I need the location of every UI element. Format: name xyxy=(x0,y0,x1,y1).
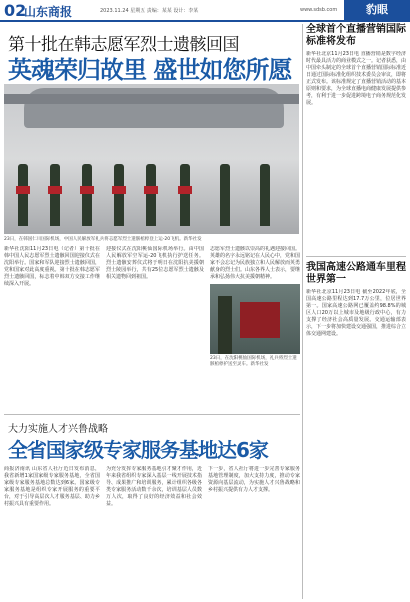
story2-body-col1: 商报济南讯 山东省人社厅近日发布消息，我省新增1家国家级专家服务基地，全省国家级专家服务基地总数达到6家。国家级专家服务基地是组织专家开展服务的重要平台，对于引导高层次人才服务基层、助力乡村振兴具有重要作用。 xyxy=(4,466,100,507)
lead-body-col1: 新华社沈阳11月23日电（记者）第十批在韩中国人民志愿军烈士遗骸回国迎接仪式在沈阳举行。国家和军队迎接烈士遗骸回国，党和国家对此高度重视。第十批在韩志愿军烈士遗骸回国，标志着中韩双方交接工作继续深入开展。 xyxy=(4,246,100,287)
paper-name: 山东商报 xyxy=(24,5,73,19)
honor-guard-figure xyxy=(218,296,232,354)
right-story1-title: 全球首个直播营销国际标准将发布 xyxy=(306,24,406,47)
right-story2-text: 新华社北京11月23日电 截至2022年底，全国高速公路里程达到17.7万公里，位居世界第一。国家高速公路网已覆盖约98.8%的城区人口20万以上城市及地级行政中心，有力支撑了经济社会高质量发展。交通运输部表示，下一步将加快建设交通强国，推进综合立体交通网建设。 xyxy=(306,289,406,337)
lead-photo-caption: 23日，在韩国仁川国际机场，中国人民解放军礼兵将志愿军烈士遗骸棺椁登上运-20飞机。新华社发 xyxy=(4,237,202,242)
column-divider xyxy=(302,24,303,599)
aircraft-wing-shape xyxy=(4,94,299,104)
coffin-shape xyxy=(144,186,158,194)
flag-shape xyxy=(240,302,280,338)
lead-body-col3: 志愿军烈士遗骸以崇高的礼遇迎接回国。英雄的名字永远铭记在人民心中，党和国家不会忘记为民族独立和人民解放而英勇献身的烈士们。山东各界人士表示，要继承和弘扬伟大抗美援朝精神。 xyxy=(210,246,300,280)
story2-body-col2: 为充分发挥专家服务基地引才聚才作用，近年来我省组织专家深入基层一线开展技术指导、成果推广和培训服务，累计组织各级各类专家服务活动数千余次，培训基层人员数万人次，取得了良好的经济效益和社会效益。 xyxy=(106,466,202,507)
honor-guard-figure xyxy=(220,164,230,226)
story2-kicker: 大力实施人才兴鲁战略 xyxy=(8,424,108,435)
site-url[interactable]: www.sdsb.com xyxy=(300,7,338,13)
story2-headline: 全省国家级专家服务基地达6家 xyxy=(8,438,268,462)
coffin-shape xyxy=(112,186,126,194)
section-tag: 豹眼 xyxy=(344,0,410,20)
masthead-bar xyxy=(0,0,410,22)
story2-body-col3: 下一步，省人社厅将进一步完善专家服务基地管理制度，加大支持力度，推动专家资源向基层流动，为实施人才兴鲁战略和乡村振兴提供有力人才支撑。 xyxy=(208,466,300,493)
date-line: 2023.11.24 星期五 责编：某某 设计：李某 xyxy=(100,8,199,14)
honor-guard-figure xyxy=(260,164,270,226)
right-story2-title: 我国高速公路通车里程世界第一 xyxy=(306,262,406,285)
honor-guard-figure xyxy=(82,164,92,226)
lead-headline: 英魂荣归故里 盛世如您所愿 xyxy=(8,56,292,84)
ceremony-photo-caption: 23日，在沈阳桃仙国际机场，礼兵将烈士遗骸棺椁护送至灵车。新华社发 xyxy=(210,356,297,367)
lead-kicker: 第十批在韩志愿军烈士遗骸回国 xyxy=(8,35,239,55)
honor-guard-figure xyxy=(146,164,156,226)
right-column xyxy=(306,24,406,251)
page-number: 02 xyxy=(4,1,27,20)
lead-photo xyxy=(4,84,299,234)
right-story1-text: 新华社北京11月23日电 直播营销是数字经济时代最具活力的商业模式之一。记者获悉，由中国牵头制定的全球首个直播营销国际标准近日通过国际标准化组织技术委员会审议，即将正式发布。该标准规定了直播营销活动的基本原则和要求，为全球直播电商健康发展提供参考，有利于进一步促进跨境电子商务规范化发展。 xyxy=(306,51,406,106)
honor-guard-figure xyxy=(180,164,190,226)
honor-guard-figure xyxy=(18,164,28,226)
lead-body-col2: 迎接仪式在沈阳桃仙国际机场举行。由中国人民解放军空军运-20飞机执行护送任务。烈士遗骸安葬仪式将于明日在沈阳抗美援朝烈士陵园举行，共有25位志愿军烈士遗骸及相关遗物回到祖国。 xyxy=(106,246,204,280)
honor-guard-figure xyxy=(50,164,60,226)
coffin-shape xyxy=(80,186,94,194)
coffin-shape xyxy=(16,186,30,194)
right-divider xyxy=(306,256,406,257)
ceremony-photo xyxy=(210,284,300,354)
section-divider xyxy=(4,414,300,415)
honor-guard-figure xyxy=(114,164,124,226)
coffin-shape xyxy=(178,186,192,194)
coffin-shape xyxy=(48,186,62,194)
right-column-lower xyxy=(306,262,406,589)
